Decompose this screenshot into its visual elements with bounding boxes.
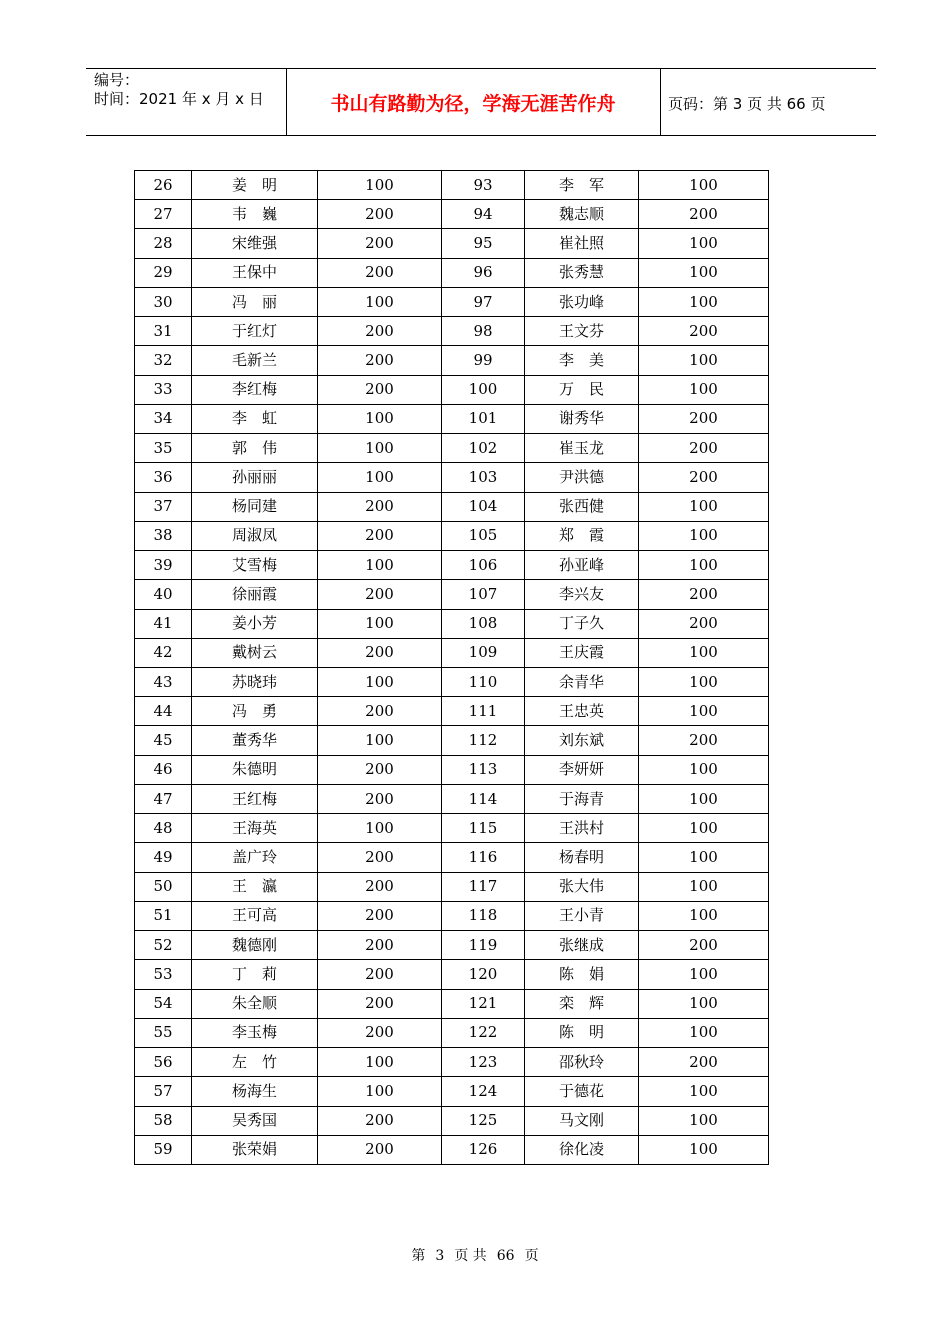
cell-amount: 200 <box>318 258 442 287</box>
cell-person-name: 邵秋玲 <box>525 1048 639 1077</box>
cell-person-name: 王洪村 <box>525 814 639 843</box>
cell-amount: 100 <box>639 960 769 989</box>
cell-row-number: 44 <box>135 697 192 726</box>
table-row <box>135 258 769 287</box>
cell-person-name: 李玉梅 <box>192 1018 318 1047</box>
cell-amount: 200 <box>639 404 769 433</box>
cell-row-number: 103 <box>442 463 525 492</box>
cell-row-number: 113 <box>442 755 525 784</box>
cell-row-number: 57 <box>135 1077 192 1106</box>
cell-row-number: 95 <box>442 229 525 258</box>
cell-row-number: 123 <box>442 1048 525 1077</box>
cell-row-number: 98 <box>442 317 525 346</box>
cell-amount: 100 <box>318 287 442 316</box>
table-row <box>135 229 769 258</box>
cell-row-number: 108 <box>442 609 525 638</box>
footer-total-pages: 66 <box>496 1248 515 1264</box>
cell-row-number: 118 <box>442 901 525 930</box>
cell-person-name: 张西健 <box>525 492 639 521</box>
cell-person-name: 郭 伟 <box>192 434 318 463</box>
cell-amount: 200 <box>318 872 442 901</box>
cell-person-name: 崔玉龙 <box>525 434 639 463</box>
cell-person-name: 刘东斌 <box>525 726 639 755</box>
cell-amount: 100 <box>639 287 769 316</box>
cell-row-number: 102 <box>442 434 525 463</box>
cell-amount: 100 <box>318 404 442 433</box>
cell-person-name: 左 竹 <box>192 1048 318 1077</box>
cell-row-number: 49 <box>135 843 192 872</box>
cell-person-name: 栾 辉 <box>525 989 639 1018</box>
cell-person-name: 丁 莉 <box>192 960 318 989</box>
cell-person-name: 苏晓玮 <box>192 667 318 696</box>
cell-row-number: 56 <box>135 1048 192 1077</box>
page-footer <box>0 1245 950 1265</box>
cell-amount: 200 <box>318 580 442 609</box>
cell-amount: 200 <box>318 901 442 930</box>
table-row <box>135 989 769 1018</box>
cell-person-name: 戴树云 <box>192 638 318 667</box>
page-header <box>86 68 876 136</box>
cell-amount: 200 <box>318 1135 442 1164</box>
cell-row-number: 100 <box>442 375 525 404</box>
header-meta <box>94 71 264 109</box>
cell-row-number: 53 <box>135 960 192 989</box>
cell-amount: 100 <box>318 1077 442 1106</box>
cell-row-number: 33 <box>135 375 192 404</box>
cell-row-number: 110 <box>442 667 525 696</box>
cell-person-name: 朱全顺 <box>192 989 318 1018</box>
cell-person-name: 王庆霞 <box>525 638 639 667</box>
cell-row-number: 119 <box>442 931 525 960</box>
cell-person-name: 王海英 <box>192 814 318 843</box>
cell-amount: 200 <box>318 346 442 375</box>
cell-person-name: 马文刚 <box>525 1106 639 1135</box>
cell-person-name: 崔社照 <box>525 229 639 258</box>
header-divider <box>660 69 661 135</box>
cell-person-name: 杨海生 <box>192 1077 318 1106</box>
cell-amount: 100 <box>639 171 769 200</box>
cell-amount: 100 <box>318 171 442 200</box>
cell-amount: 100 <box>639 697 769 726</box>
cell-row-number: 38 <box>135 521 192 550</box>
table-row <box>135 609 769 638</box>
footer-suffix: 页 <box>524 1248 539 1264</box>
cell-amount: 100 <box>318 726 442 755</box>
cell-person-name: 王可高 <box>192 901 318 930</box>
table-row <box>135 171 769 200</box>
cell-amount: 100 <box>639 1106 769 1135</box>
cell-row-number: 39 <box>135 551 192 580</box>
cell-person-name: 魏德刚 <box>192 931 318 960</box>
cell-person-name: 王保中 <box>192 258 318 287</box>
cell-amount: 100 <box>318 434 442 463</box>
cell-amount: 100 <box>639 755 769 784</box>
cell-person-name: 周淑凤 <box>192 521 318 550</box>
cell-amount: 200 <box>639 434 769 463</box>
cell-amount: 200 <box>639 931 769 960</box>
cell-row-number: 41 <box>135 609 192 638</box>
cell-row-number: 99 <box>442 346 525 375</box>
table-row <box>135 814 769 843</box>
cell-person-name: 朱德明 <box>192 755 318 784</box>
cell-amount: 100 <box>639 989 769 1018</box>
cell-row-number: 40 <box>135 580 192 609</box>
cell-amount: 200 <box>318 755 442 784</box>
cell-amount: 100 <box>318 1048 442 1077</box>
cell-row-number: 97 <box>442 287 525 316</box>
cell-person-name: 徐化凌 <box>525 1135 639 1164</box>
cell-amount: 200 <box>318 960 442 989</box>
cell-row-number: 43 <box>135 667 192 696</box>
cell-row-number: 45 <box>135 726 192 755</box>
cell-row-number: 42 <box>135 638 192 667</box>
cell-amount: 200 <box>318 638 442 667</box>
cell-amount: 100 <box>639 784 769 813</box>
cell-amount: 100 <box>318 814 442 843</box>
header-slogan: 书山有路勤为径，学海无涯苦作舟 <box>330 93 616 115</box>
header-page-info: 页码：第 3 页 共 66 页 <box>668 95 826 113</box>
cell-amount: 100 <box>639 551 769 580</box>
cell-row-number: 94 <box>442 200 525 229</box>
cell-amount: 100 <box>639 843 769 872</box>
cell-person-name: 尹洪德 <box>525 463 639 492</box>
table-row <box>135 697 769 726</box>
table-row <box>135 901 769 930</box>
cell-amount: 100 <box>639 492 769 521</box>
cell-person-name: 张功峰 <box>525 287 639 316</box>
footer-current-page: 3 <box>435 1248 445 1264</box>
cell-person-name: 郑 霞 <box>525 521 639 550</box>
table-row <box>135 463 769 492</box>
cell-person-name: 艾雪梅 <box>192 551 318 580</box>
cell-person-name: 张大伟 <box>525 872 639 901</box>
cell-row-number: 59 <box>135 1135 192 1164</box>
cell-row-number: 117 <box>442 872 525 901</box>
cell-person-name: 陈 娟 <box>525 960 639 989</box>
cell-amount: 100 <box>318 609 442 638</box>
cell-person-name: 杨同建 <box>192 492 318 521</box>
cell-person-name: 韦 巍 <box>192 200 318 229</box>
cell-amount: 200 <box>318 375 442 404</box>
cell-person-name: 李 军 <box>525 171 639 200</box>
cell-row-number: 32 <box>135 346 192 375</box>
cell-person-name: 孙亚峰 <box>525 551 639 580</box>
cell-row-number: 115 <box>442 814 525 843</box>
cell-person-name: 冯 勇 <box>192 697 318 726</box>
cell-row-number: 46 <box>135 755 192 784</box>
cell-person-name: 王红梅 <box>192 784 318 813</box>
cell-person-name: 孙丽丽 <box>192 463 318 492</box>
cell-person-name: 王 瀛 <box>192 872 318 901</box>
cell-person-name: 于红灯 <box>192 317 318 346</box>
table-row <box>135 551 769 580</box>
cell-amount: 200 <box>318 843 442 872</box>
cell-row-number: 101 <box>442 404 525 433</box>
cell-amount: 200 <box>318 989 442 1018</box>
cell-person-name: 李兴友 <box>525 580 639 609</box>
cell-amount: 100 <box>318 463 442 492</box>
cell-person-name: 谢秀华 <box>525 404 639 433</box>
cell-amount: 200 <box>639 726 769 755</box>
table-row <box>135 200 769 229</box>
cell-row-number: 26 <box>135 171 192 200</box>
cell-row-number: 37 <box>135 492 192 521</box>
cell-amount: 100 <box>639 1018 769 1047</box>
cell-row-number: 30 <box>135 287 192 316</box>
cell-row-number: 109 <box>442 638 525 667</box>
cell-row-number: 50 <box>135 872 192 901</box>
cell-amount: 200 <box>318 1106 442 1135</box>
cell-amount: 100 <box>639 346 769 375</box>
cell-person-name: 于德花 <box>525 1077 639 1106</box>
cell-row-number: 104 <box>442 492 525 521</box>
cell-amount: 100 <box>639 901 769 930</box>
cell-person-name: 丁子久 <box>525 609 639 638</box>
cell-person-name: 董秀华 <box>192 726 318 755</box>
cell-amount: 100 <box>639 1135 769 1164</box>
cell-row-number: 93 <box>442 171 525 200</box>
table-row <box>135 404 769 433</box>
cell-amount: 200 <box>318 317 442 346</box>
cell-row-number: 114 <box>442 784 525 813</box>
cell-row-number: 51 <box>135 901 192 930</box>
cell-amount: 200 <box>318 1018 442 1047</box>
cell-row-number: 47 <box>135 784 192 813</box>
cell-row-number: 116 <box>442 843 525 872</box>
cell-person-name: 冯 丽 <box>192 287 318 316</box>
cell-person-name: 毛新兰 <box>192 346 318 375</box>
cell-row-number: 48 <box>135 814 192 843</box>
table-row <box>135 931 769 960</box>
cell-row-number: 29 <box>135 258 192 287</box>
footer-prefix: 第 <box>411 1248 426 1264</box>
cell-person-name: 王文芬 <box>525 317 639 346</box>
cell-amount: 200 <box>639 580 769 609</box>
table-row <box>135 434 769 463</box>
cell-amount: 100 <box>639 667 769 696</box>
cell-amount: 200 <box>639 1048 769 1077</box>
cell-person-name: 姜小芳 <box>192 609 318 638</box>
table-row <box>135 638 769 667</box>
cell-person-name: 李 美 <box>525 346 639 375</box>
cell-person-name: 张秀慧 <box>525 258 639 287</box>
cell-amount: 100 <box>639 872 769 901</box>
cell-amount: 200 <box>639 317 769 346</box>
table-row <box>135 843 769 872</box>
table-row <box>135 580 769 609</box>
footer-mid: 页 共 <box>454 1248 487 1264</box>
cell-person-name: 张继成 <box>525 931 639 960</box>
table-row <box>135 492 769 521</box>
table-row <box>135 521 769 550</box>
cell-row-number: 125 <box>442 1106 525 1135</box>
table-row <box>135 872 769 901</box>
table-row <box>135 667 769 696</box>
cell-person-name: 吴秀国 <box>192 1106 318 1135</box>
cell-amount: 100 <box>639 1077 769 1106</box>
cell-person-name: 李妍妍 <box>525 755 639 784</box>
cell-row-number: 34 <box>135 404 192 433</box>
cell-amount: 100 <box>639 814 769 843</box>
table-row <box>135 317 769 346</box>
table-row <box>135 1048 769 1077</box>
cell-row-number: 28 <box>135 229 192 258</box>
cell-row-number: 107 <box>442 580 525 609</box>
cell-amount: 100 <box>639 258 769 287</box>
cell-amount: 200 <box>639 463 769 492</box>
table-row <box>135 726 769 755</box>
table-row <box>135 287 769 316</box>
cell-person-name: 王小青 <box>525 901 639 930</box>
cell-amount: 200 <box>318 697 442 726</box>
cell-amount: 100 <box>318 551 442 580</box>
table-row <box>135 784 769 813</box>
cell-person-name: 姜 明 <box>192 171 318 200</box>
table-row <box>135 1077 769 1106</box>
cell-person-name: 王忠英 <box>525 697 639 726</box>
cell-row-number: 27 <box>135 200 192 229</box>
cell-amount: 200 <box>318 784 442 813</box>
cell-amount: 200 <box>639 200 769 229</box>
cell-row-number: 121 <box>442 989 525 1018</box>
cell-row-number: 112 <box>442 726 525 755</box>
roster-table <box>134 170 769 1165</box>
cell-person-name: 宋维强 <box>192 229 318 258</box>
document-number-label: 编号： <box>94 71 140 89</box>
cell-amount: 200 <box>318 229 442 258</box>
cell-row-number: 111 <box>442 697 525 726</box>
table-row <box>135 346 769 375</box>
cell-amount: 100 <box>639 375 769 404</box>
cell-row-number: 36 <box>135 463 192 492</box>
cell-row-number: 52 <box>135 931 192 960</box>
cell-person-name: 万 民 <box>525 375 639 404</box>
cell-amount: 200 <box>639 609 769 638</box>
table-row <box>135 375 769 404</box>
cell-amount: 200 <box>318 521 442 550</box>
cell-amount: 100 <box>639 521 769 550</box>
table-row <box>135 1018 769 1047</box>
cell-person-name: 杨春明 <box>525 843 639 872</box>
table-row <box>135 1106 769 1135</box>
cell-row-number: 124 <box>442 1077 525 1106</box>
cell-row-number: 122 <box>442 1018 525 1047</box>
cell-row-number: 35 <box>135 434 192 463</box>
cell-person-name: 徐丽霞 <box>192 580 318 609</box>
cell-person-name: 于海青 <box>525 784 639 813</box>
cell-row-number: 126 <box>442 1135 525 1164</box>
cell-row-number: 120 <box>442 960 525 989</box>
table-row <box>135 1135 769 1164</box>
table-row <box>135 960 769 989</box>
cell-amount: 200 <box>318 931 442 960</box>
cell-row-number: 58 <box>135 1106 192 1135</box>
cell-person-name: 魏志顺 <box>525 200 639 229</box>
cell-row-number: 96 <box>442 258 525 287</box>
cell-person-name: 李 虹 <box>192 404 318 433</box>
cell-amount: 100 <box>318 667 442 696</box>
document-time-label: 时间：2021 年 x 月 x 日 <box>94 90 264 108</box>
cell-person-name: 张荣娟 <box>192 1135 318 1164</box>
cell-row-number: 55 <box>135 1018 192 1047</box>
cell-person-name: 陈 明 <box>525 1018 639 1047</box>
table-row <box>135 755 769 784</box>
cell-person-name: 盖广玲 <box>192 843 318 872</box>
cell-person-name: 余青华 <box>525 667 639 696</box>
cell-amount: 200 <box>318 200 442 229</box>
cell-row-number: 105 <box>442 521 525 550</box>
cell-row-number: 54 <box>135 989 192 1018</box>
cell-amount: 100 <box>639 638 769 667</box>
cell-person-name: 李红梅 <box>192 375 318 404</box>
cell-row-number: 106 <box>442 551 525 580</box>
roster-table-body <box>135 171 769 1165</box>
cell-row-number: 31 <box>135 317 192 346</box>
cell-amount: 100 <box>639 229 769 258</box>
cell-amount: 200 <box>318 492 442 521</box>
